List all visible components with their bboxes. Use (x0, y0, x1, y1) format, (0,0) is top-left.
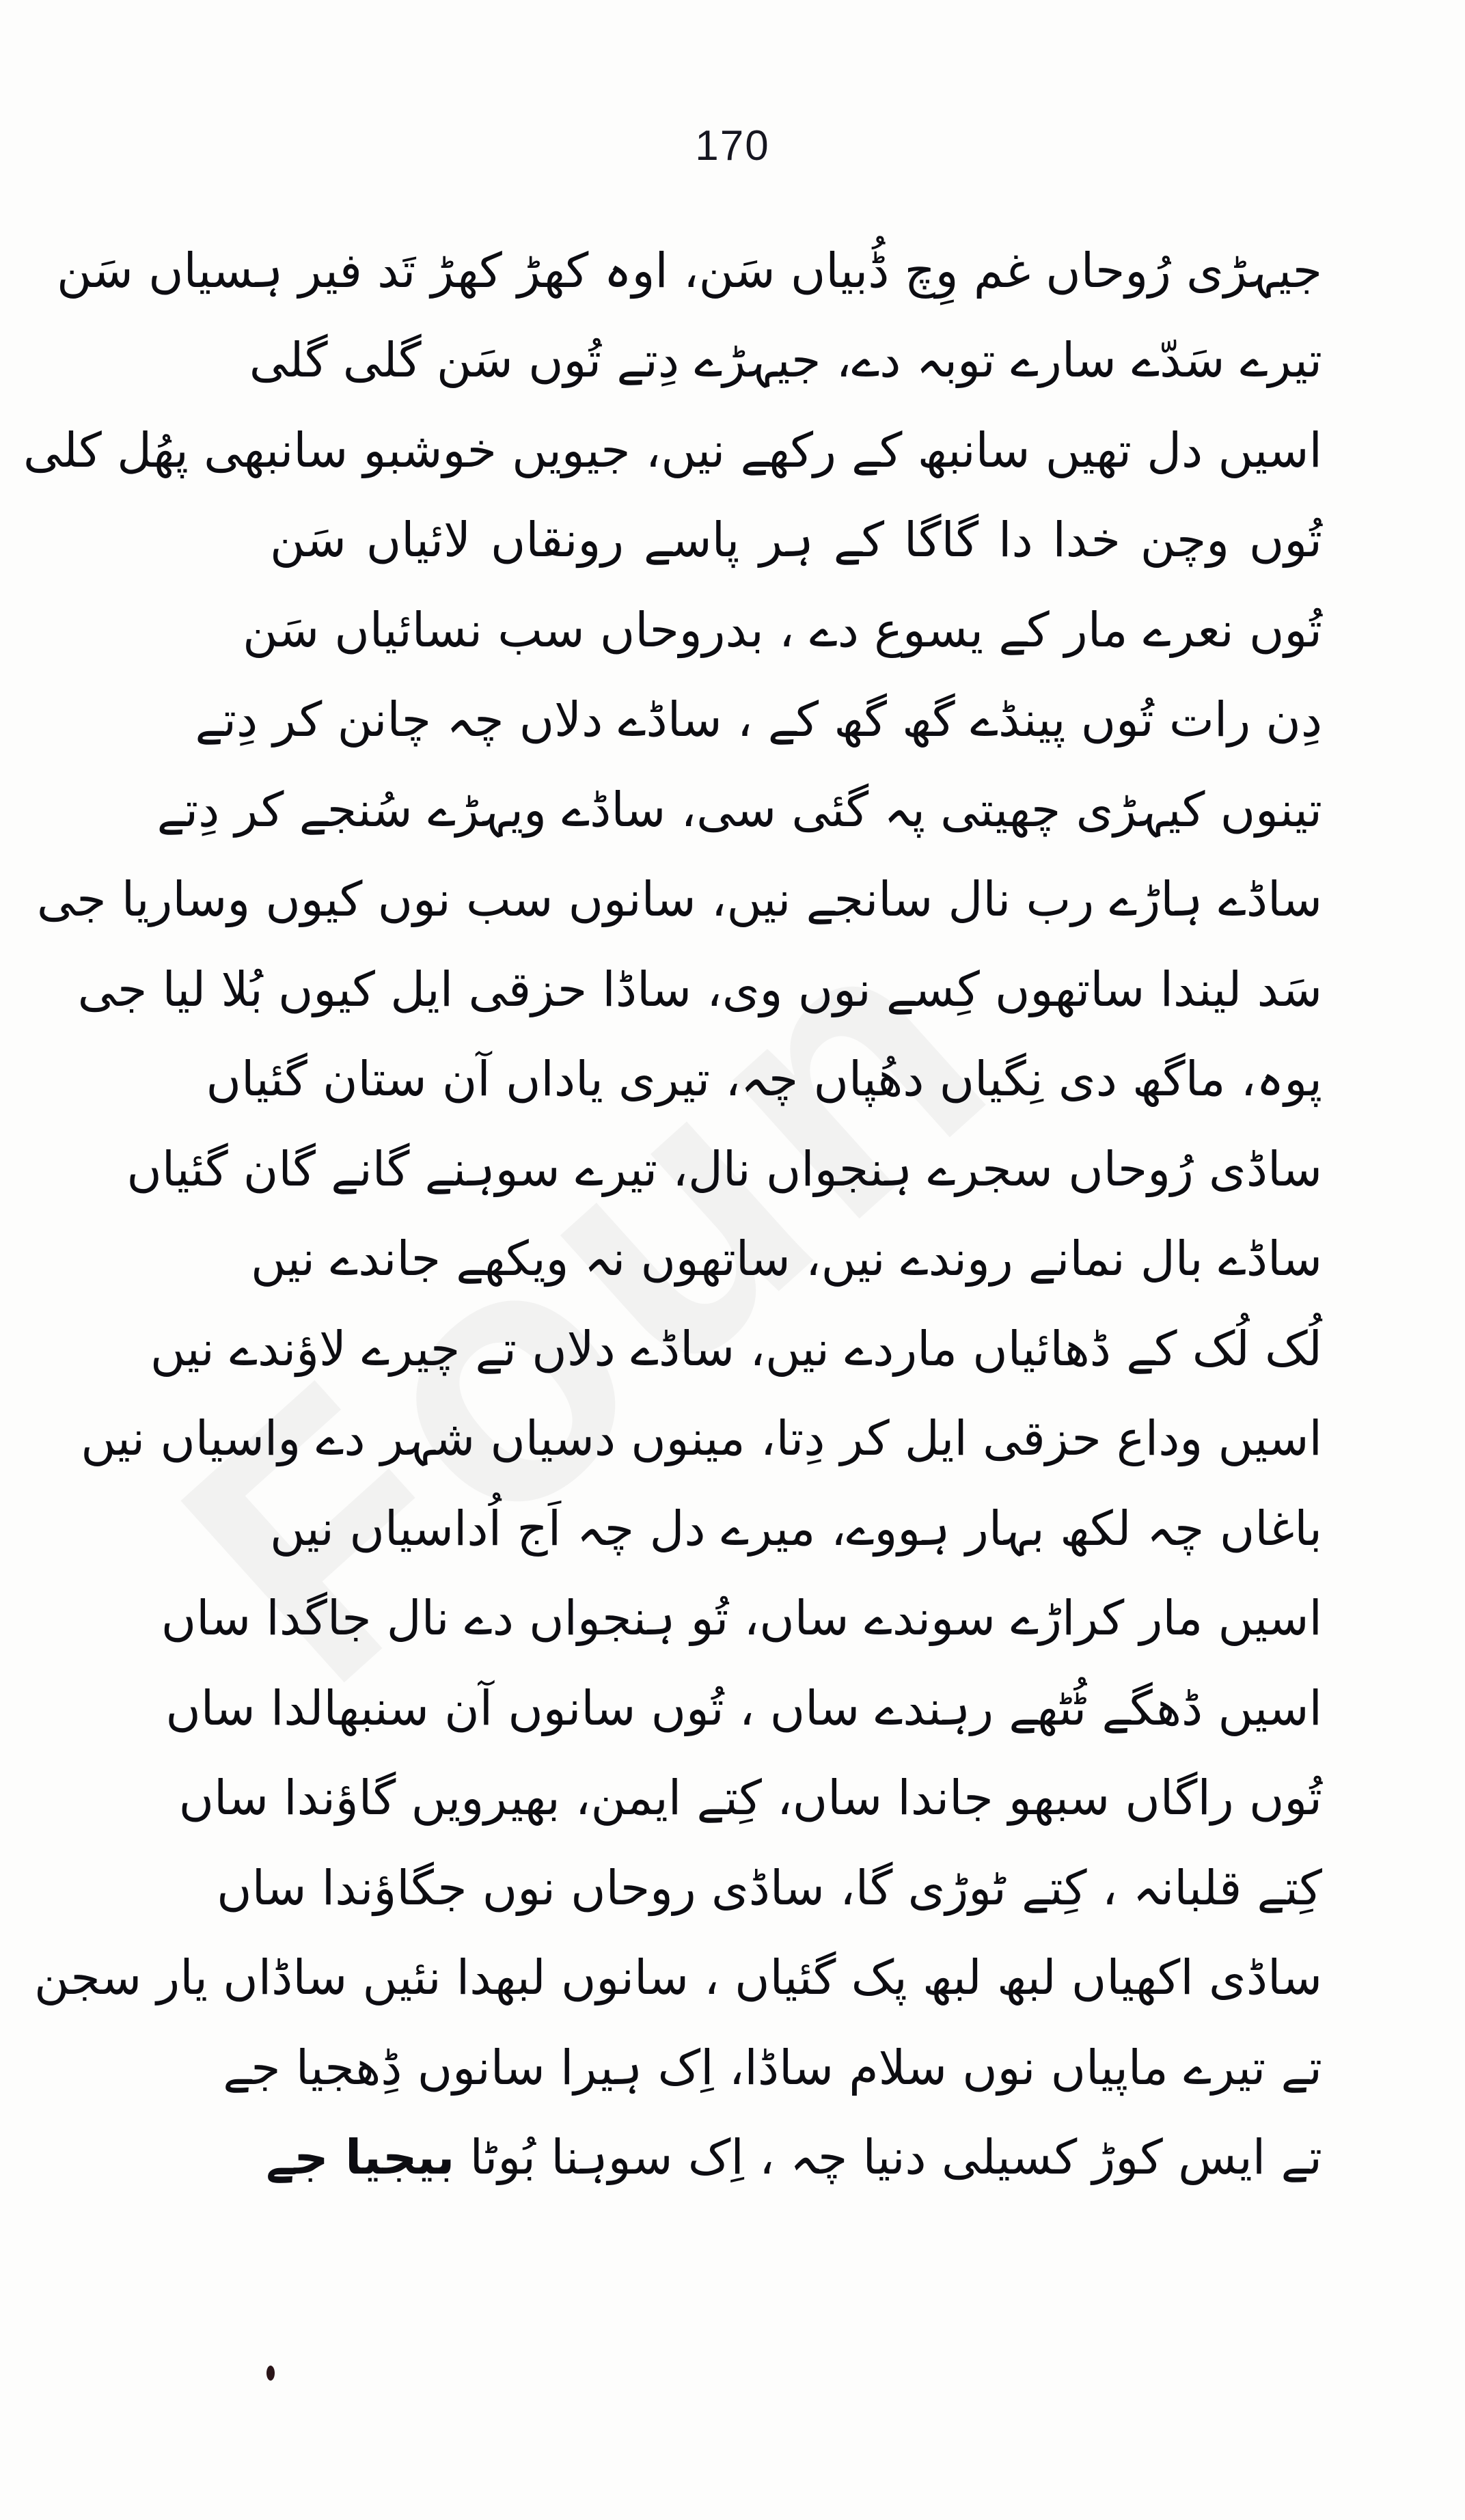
text-line (77, 944, 1322, 1035)
line-text: اسیں وداع حزقی ایل کر دِتا، مینوں دسیاں شہر دے واسیاں نیں (81, 1410, 1322, 1467)
line-text: باغاں چہ لکھ بہار ہووے، میرے دل چہ اَج اُداسیاں نیں (270, 1500, 1322, 1557)
text-line (249, 316, 1322, 406)
text-line (270, 495, 1322, 586)
page-number: 170 (695, 122, 770, 169)
line-text: تیرے سَدّے سارے توبہ دے، جیہڑے دِتے تُوں سَن گلی گلی (249, 332, 1322, 389)
line-text: کِتے قلبانہ ، کِتے ٹوڑی گا، ساڈی روحاں نوں جگاؤندا ساں (217, 1859, 1322, 1916)
text-line (206, 1035, 1322, 1125)
line-text: اسیں ڈھگے ٹُٹھے رہندے ساں ، تُوں سانوں آن سنبھالدا ساں (165, 1680, 1322, 1736)
text-line (165, 1663, 1322, 1753)
line-text: جیہڑی رُوحاں غم وِچ ڈُبیاں سَن، اوہ کھڑ کھڑ تَد فیر ہسیاں سَن (56, 242, 1322, 299)
text-line (23, 405, 1322, 495)
line-text: تُوں وچن خدا دا گاگا کے ہر پاسے رونقاں لائیاں سَن (270, 512, 1322, 569)
text-line (126, 1124, 1322, 1214)
text-line (217, 1843, 1322, 1933)
line-text: تینوں کیہڑی چھیتی پہ گئی سی، ساڈے ویہڑے سُنجے کر دِتے (156, 781, 1322, 838)
final-line-text: تے ایس کوڑ کسیلی دنیا چہ ، اِک سوہنا بُوٹا (469, 2129, 1322, 2186)
text-line (243, 585, 1322, 675)
line-text: لُک لُک کے ڈھائیاں ماردے نیں، ساڈے دلاں تے چیرے لاؤندے نیں (150, 1320, 1322, 1377)
text-line (150, 1304, 1322, 1394)
poem-body (23, 225, 1322, 2202)
line-text: ساڈے بال نمانے روندے نیں، ساتھوں نہ ویکھے جاندے نیں (251, 1231, 1322, 1287)
line-text: ساڈی رُوحاں سجرے ہنجواں نال، تیرے سوہنے گانے گان گئیاں (126, 1140, 1322, 1197)
line-text: ساڈی اکھیاں لبھ لبھ پک گئیاں ، سانوں لبھدا نئیں ساڈاں یار سجن (34, 1949, 1322, 2006)
line-text: ساڈے ہاڑے رب نال سانجے نیں، سانوں سب نوں کیوں وساریا جی (36, 871, 1322, 928)
text-line (156, 765, 1322, 855)
text-line (195, 675, 1322, 765)
end-mark-dot (266, 2366, 275, 2381)
line-text: سَد لیندا ساتھوں کِسے نوں وی، ساڈا حزقی ایل کیوں بُلا لیا جی (77, 961, 1322, 1017)
text-line (223, 2023, 1322, 2113)
closing-bold-text: بیجیا جے (266, 2129, 455, 2186)
line-text: تُوں نعرے مار کے یسوع دے ، بدروحاں سب نسائیاں سَن (243, 601, 1322, 658)
text-line (34, 1933, 1322, 2023)
text-line (161, 1574, 1322, 1664)
text-line-final (266, 2113, 1322, 2203)
text-line (251, 1214, 1322, 1304)
line-text: تُوں راگاں سبھو جاندا ساں، کِتے ایمن، بھیرویں گاؤندا ساں (178, 1770, 1322, 1826)
line-text: تے تیرے ماپیاں نوں سلام ساڈا، اِک ہیرا سانوں ڈِھجیا جے (223, 2039, 1322, 2096)
line-text: پوہ، ماگھ دی نِگیاں دھُپاں چہ، تیری یاداں آن ستان گئیاں (206, 1051, 1322, 1108)
line-text-final (266, 2129, 1322, 2186)
line-text: دِن رات تُوں پینڈے گھ گھ کے ، ساڈے دلاں چہ چانن کر دِتے (195, 691, 1322, 748)
line-text: اسیں مار کراڑے سوندے ساں، تُو ہنجواں دے نال جاگدا ساں (161, 1590, 1322, 1647)
text-line (270, 1483, 1322, 1574)
text-line (81, 1394, 1322, 1484)
text-line (178, 1753, 1322, 1844)
text-line (56, 225, 1322, 316)
line-text: اسیں دل تھیں سانبھ کے رکھے نیں، جیویں خوشبو سانبھی پھُل کلی (23, 422, 1322, 478)
text-line (36, 855, 1322, 945)
